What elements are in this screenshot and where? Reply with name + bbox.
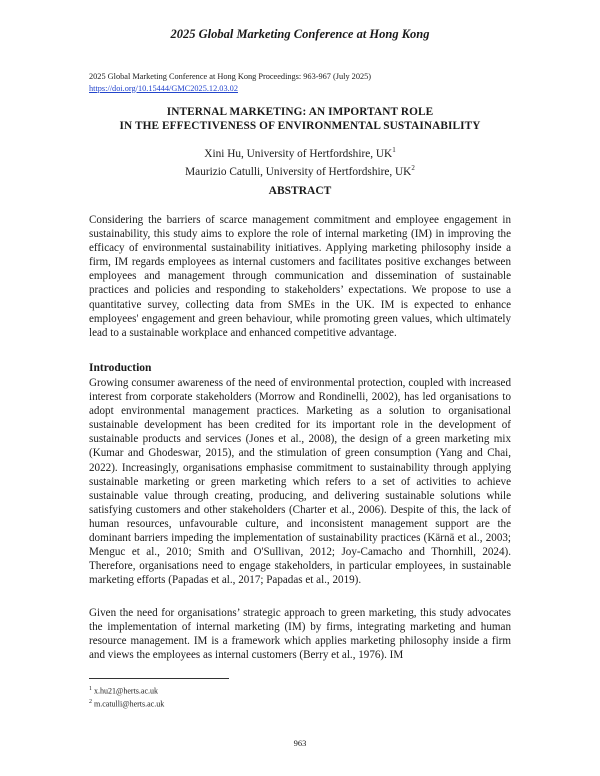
footnote-1-mark: 1: [89, 686, 92, 692]
footnote-divider: [89, 678, 229, 679]
introduction-paragraph-2: Given the need for organisations’ strategic approach to green marketing, this study advocates the implementation of internal marketing (IM) by firms, integrating marketing and human resource management. IM is a framework which applies marketing philosophy inside a firm and views the employees as internal customers (Berry et al., 1976). IM: [89, 607, 511, 662]
paper-title: [60, 105, 540, 133]
proceedings-citation: 2025 Global Marketing Conference at Hong Kong Proceedings: 963-967 (July 2025): [89, 72, 372, 81]
doi-link[interactable]: https://doi.org/10.15444/GMC2025.12.03.02: [89, 83, 238, 93]
footnote-1: [89, 684, 164, 697]
footnote-1-email: x.hu21@herts.ac.uk: [94, 686, 159, 696]
citation-block: [89, 71, 371, 94]
page-number: 963: [293, 738, 307, 748]
author-1-footnote-mark: 1: [392, 146, 396, 154]
abstract-heading: ABSTRACT: [268, 185, 332, 197]
author-1-name: Xini Hu, University of Hertfordshire, UK: [204, 147, 393, 160]
introduction-heading: Introduction: [89, 362, 152, 374]
abstract-body: Considering the barriers of scarce management commitment and employee engagement in sustainability, this study aims to explore the role of internal marketing (IM) in improving the efficacy of environmental sustainability initiatives. Applying marketing philosophy inside a firm, IM regards employees as internal customers and facilitates positive exchanges between employees and management through communication and dissemination of sustainable practices and policies and responding to stakeholders’ expectations. We propose to use a quantitative survey, collecting data from SMEs in the UK. IM is expected to enhance employees' engagement and green behaviour, while promoting green values, which ultimately lead to a sustainable workplace and enhanced competitive advantage.: [89, 214, 511, 339]
author-2-footnote-mark: 2: [411, 164, 415, 173]
running-header: 2025 Global Marketing Conference at Hong Kong: [170, 27, 430, 41]
title-line-1: INTERNAL MARKETING: AN IMPORTANT ROLE: [166, 106, 434, 118]
author-2-name: Maurizio Catulli, University of Hertfordshire, UK: [185, 166, 412, 179]
introduction-paragraph-1: Growing consumer awareness of the need of environmental protection, coupled with increased interest from corporate stakeholders (Morrow and Rondinelli, 2002), has led organisations to adopt environmental management practices. Marketing as a solution to organisational sustainable development has been credited for its important role in the development of sustainable products and services (Jones et al., 2008), the design of a green marketing mix (Kumar and Ghodeswar, 2015), and the stimulation of green consumption (Yang and Chai, 2022). Increasingly, organisations emphasise commitment to sustainability through applying sustainable marketing or green marketing which refers to a set of activities to achieve sustainable value through creating, producing, and delivering sustainable solutions while satisfying customers and other stakeholders (Charter et al., 2006). Despite of this, the lack of human resources, unfavourable culture, and inconsistent management support are the dominant barriers impeding the implementation of sustainability practices (Kärnä et al., 2003; Menguc et al., 2010; Smith and O'Sullivan, 2012; Joy-Camacho and Thornhill, 2024). Therefore, organisations need to engage stakeholders, in particular employees, in sustainable marketing efforts (Papadas et al., 2017; Papadas et al., 2019).: [89, 377, 511, 587]
author-2: [60, 161, 540, 179]
title-line-2: IN THE EFFECTIVENESS OF ENVIRONMENTAL SUSTAINABILITY: [119, 120, 481, 132]
footnote-2: [89, 697, 164, 710]
footnote-2-email: m.catulli@herts.ac.uk: [94, 699, 165, 709]
author-list: [60, 143, 540, 180]
footnotes: [89, 684, 164, 709]
author-1: [60, 143, 540, 161]
footnote-2-mark: 2: [89, 698, 92, 705]
